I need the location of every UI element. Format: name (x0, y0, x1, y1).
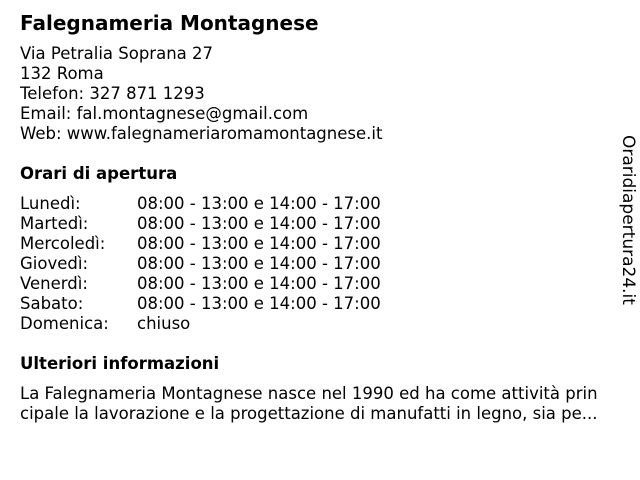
time-range: 08:00 - 13:00 e 14:00 - 17:00 (137, 294, 381, 313)
hours-row (20, 314, 381, 334)
hours-row (20, 234, 381, 254)
hours-row (20, 214, 381, 234)
description-line: La Falegnameria Montagnese nasce nel 1990 ed ha come attività prin (20, 384, 598, 403)
opening-hours-table (20, 194, 381, 334)
phone-number: Telefon: 327 871 1293 (20, 84, 205, 103)
day-label: Mercoledì: (20, 234, 106, 253)
business-name: Falegnameria Montagnese (20, 11, 319, 35)
hours-row (20, 194, 381, 214)
hours-row (20, 254, 381, 274)
hours-row (20, 294, 381, 314)
time-range: chiuso (137, 314, 191, 333)
time-range: 08:00 - 13:00 e 14:00 - 17:00 (137, 234, 381, 253)
time-range: 08:00 - 13:00 e 14:00 - 17:00 (137, 214, 381, 233)
time-range: 08:00 - 13:00 e 14:00 - 17:00 (137, 254, 381, 273)
address-street: Via Petralia Soprana 27 (20, 44, 214, 63)
day-label: Martedì: (20, 214, 89, 233)
website-address: Web: www.falegnameriaromamontagnese.it (20, 124, 383, 143)
email-address: Email: fal.montagnese@gmail.com (20, 104, 309, 123)
hours-row (20, 274, 381, 294)
site-watermark: Oraridiapertura24.it (618, 135, 638, 305)
description-line: cipale la lavorazione e la progettazione di manufatti in legno, sia pe... (20, 404, 598, 423)
address-city: 132 Roma (20, 64, 104, 83)
contact-block (20, 44, 382, 144)
day-label: Giovedì: (20, 254, 88, 273)
time-range: 08:00 - 13:00 e 14:00 - 17:00 (137, 274, 381, 293)
opening-hours-title: Orari di apertura (20, 164, 178, 183)
description-text (20, 384, 630, 424)
time-range: 08:00 - 13:00 e 14:00 - 17:00 (137, 194, 381, 213)
day-label: Sabato: (20, 294, 84, 313)
day-label: Domenica: (20, 314, 109, 333)
day-label: Venerdì: (20, 274, 88, 293)
day-label: Lunedì: (20, 194, 81, 213)
more-info-title: Ulteriori informazioni (20, 354, 220, 373)
